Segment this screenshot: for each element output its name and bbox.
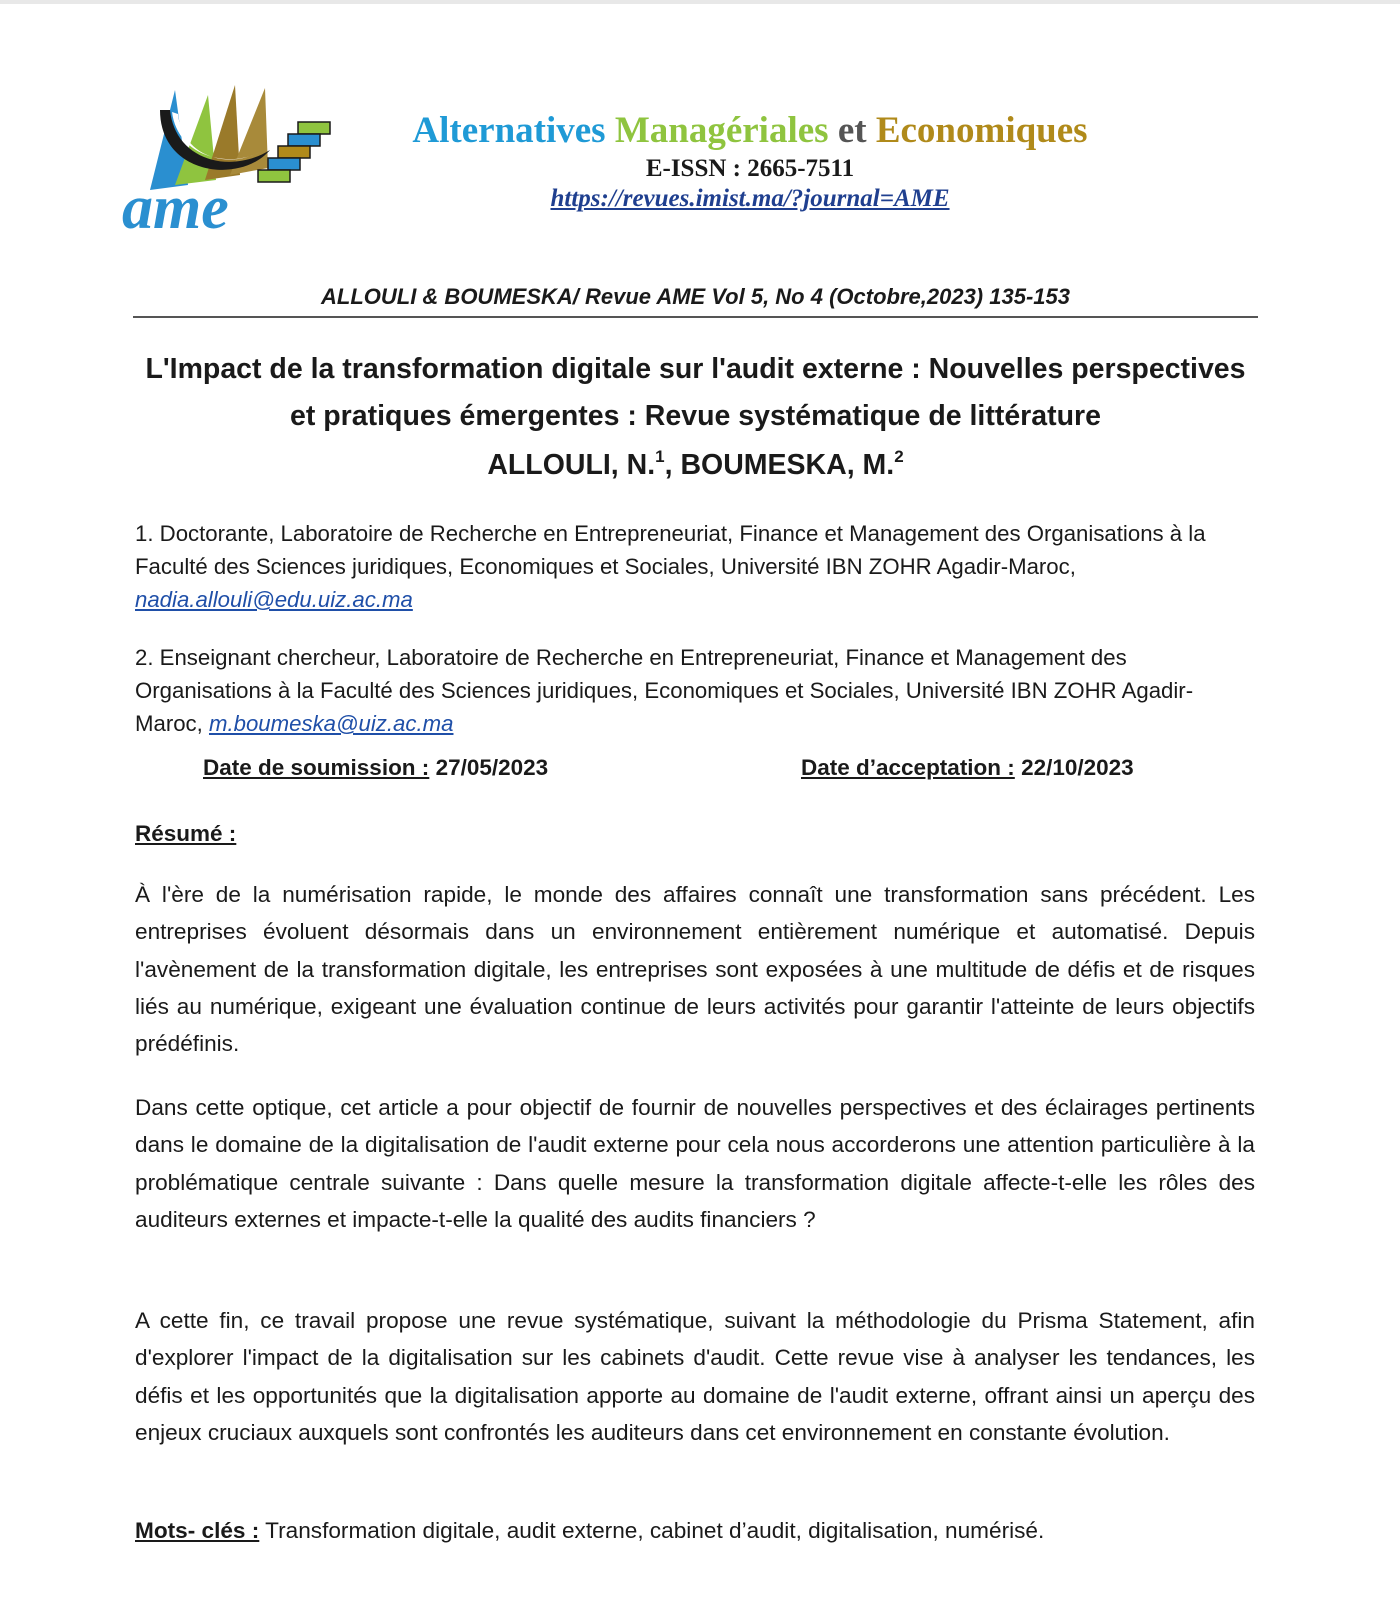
journal-issn: E-ISSN : 2665-7511: [645, 155, 855, 182]
logo-stair-4: [268, 158, 300, 170]
logo-wordmark: ame: [122, 174, 229, 235]
author-2-mark: 2: [894, 447, 904, 466]
keywords-value: Transformation digitale, audit externe, cabinet d’audit, digitalisation, numérisé.: [265, 1518, 1045, 1543]
affiliation-1-text: 1. Doctorante, Laboratoire de Recherche en Entrepreneuriat, Finance et Management des Organisations à la Faculté des Sciences juridiques, Economiques et Sociales, Université IBN ZOHR Agadir-Maroc,: [135, 521, 1206, 579]
journal-logo: [120, 80, 350, 235]
abstract-heading: Résumé :: [135, 821, 237, 846]
page-top-edge: [0, 0, 1400, 4]
submission-date-label: Date de soumission :: [203, 755, 430, 780]
journal-info: [385, 110, 1115, 214]
abstract-paragraph: A cette fin, ce travail propose une revue systématique, suivant la méthodologie du Prisma Statement, afin d'explorer l'impact de la digitalisation sur les cabinets d'audit. Cette revue vise à analyser les tendances, les défis et les opportunités que la digitalisation apporte au domaine de l'audit externe, offrant ainsi un aperçu des enjeux cruciaux auxquels sont confrontés les auditeurs dans cet environnement en constante évolution.: [135, 1308, 1255, 1445]
journal-url-link[interactable]: https://revues.imist.ma/?journal=AME: [550, 185, 950, 212]
acceptance-date-value: 22/10/2023: [1021, 755, 1134, 780]
keywords: [135, 1515, 1255, 1547]
author-separator: ,: [664, 449, 673, 481]
paper-title: L'Impact de la transformation digitale sur l'audit externe : Nouvelles perspectives et pratiques émergentes : Revue systématique de littérature: [145, 353, 1246, 432]
keywords-label: Mots- clés :: [135, 1518, 260, 1543]
affiliation-1: [135, 517, 1255, 616]
author-2: BOUMESKA, M.: [680, 449, 895, 481]
ame-logo-graphic: [120, 80, 350, 235]
journal-header: [120, 80, 1260, 240]
journal-title: [385, 110, 1115, 152]
author-1: ALLOULI, N.: [487, 449, 656, 481]
dates-row: [133, 752, 1258, 784]
logo-stair-2: [288, 134, 320, 146]
citation-line: ALLOULI & BOUMESKA/ Revue AME Vol 5, No 4 (Octobre,2023) 135-153: [321, 284, 1070, 309]
journal-title-part-2: Managériales: [614, 110, 829, 151]
author-line: [133, 442, 1258, 488]
submission-date: [203, 752, 548, 784]
affiliation-2: [135, 641, 1255, 740]
author-1-mark: 1: [655, 447, 665, 466]
journal-title-part-4: Economiques: [875, 110, 1088, 151]
logo-stair-3: [278, 146, 310, 158]
affiliation-2-email-link[interactable]: m.boumeska@uiz.ac.ma: [208, 711, 454, 736]
acceptance-date: [801, 752, 1134, 784]
logo-stair-1: [298, 122, 330, 134]
journal-title-part-1: Alternatives: [412, 110, 606, 151]
submission-date-value: 27/05/2023: [435, 755, 549, 780]
acceptance-date-label: Date d’acceptation :: [801, 755, 1015, 780]
affiliation-2-text: 2. Enseignant chercheur, Laboratoire de Recherche en Entrepreneuriat, Finance et Management des Organisations à la Faculté des Sciences juridiques, Economiques et Sociales, Université IBN ZOHR Agadir-Maroc,: [135, 645, 1194, 736]
logo-stair-5: [258, 170, 290, 182]
abstract-paragraph: Dans cette optique, cet article a pour objectif de fournir de nouvelles perspectives et des éclairages pertinents dans le domaine de la digitalisation de l'audit externe pour cela nous accorderons une attention particulière à la problématique centrale suivante : Dans quelle mesure la transformation digitale affecte-t-elle les rôles des auditeurs externes et impacte-t-elle la qualité des audits financiers ?: [135, 1095, 1255, 1232]
affiliation-1-email-link[interactable]: nadia.allouli@edu.uiz.ac.ma: [135, 587, 413, 612]
journal-title-part-3: et: [837, 110, 867, 151]
citation-divider: [133, 316, 1258, 318]
abstract-paragraph: À l'ère de la numérisation rapide, le monde des affaires connaît une transformation sans précédent. Les entreprises évoluent désormais dans un environnement entièrement numérique et automatisé. Depuis l'avènement de la transformation digitale, les entreprises sont exposées à une multitude de défis et de risques liés au numérique, exigeant une évaluation continue de leurs activités pour garantir l'atteinte de leurs objectifs prédéfinis.: [135, 882, 1255, 1057]
